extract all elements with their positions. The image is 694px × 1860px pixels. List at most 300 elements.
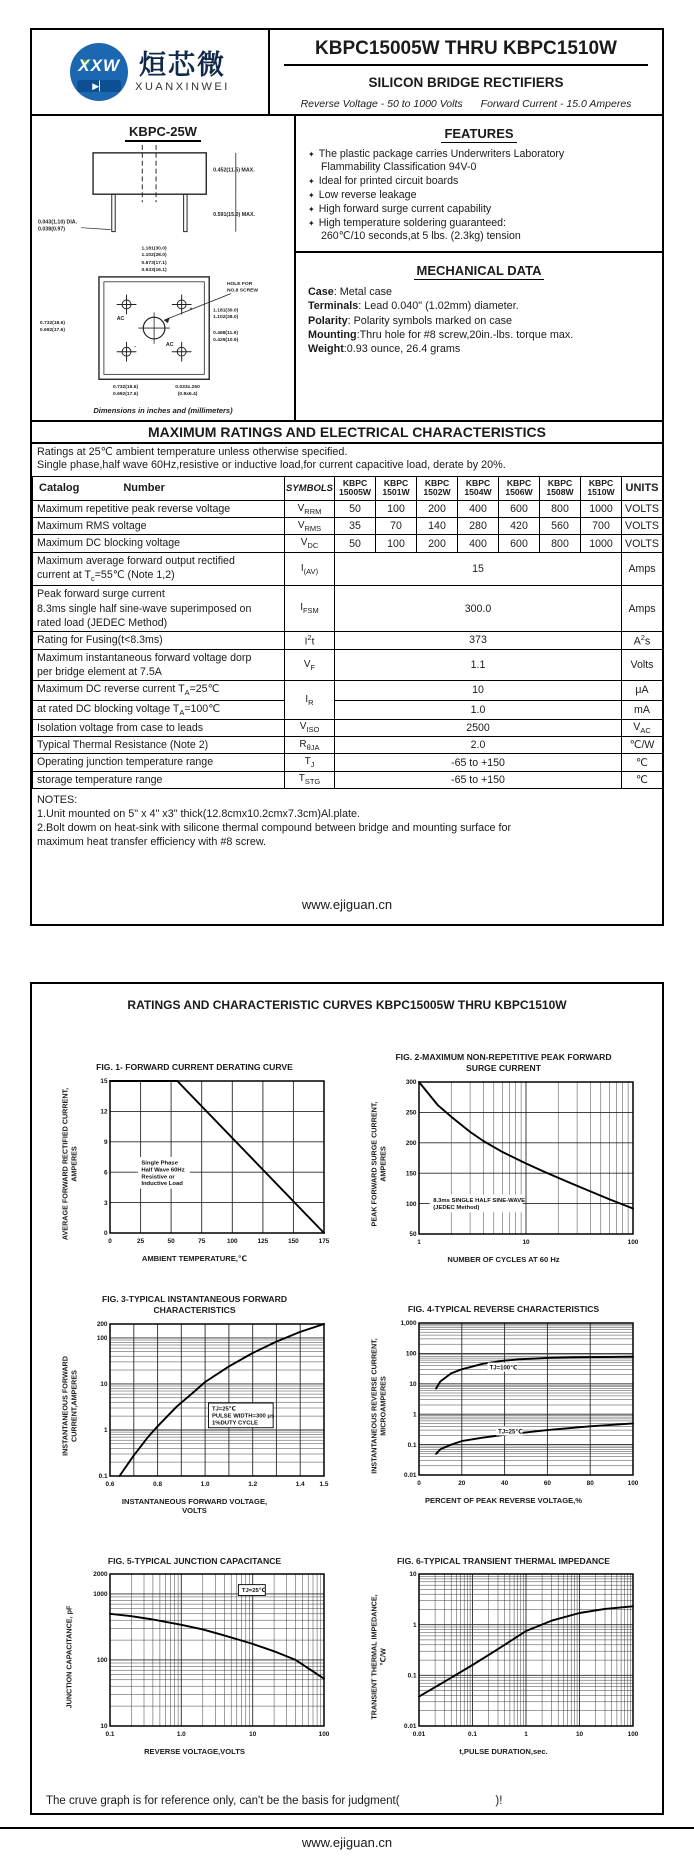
- text-el: 1: [416, 1238, 421, 1246]
- title-block: [270, 30, 662, 114]
- b-el: Polarity: [308, 314, 348, 327]
- logo-latin-name: XUANXINWEI: [135, 81, 230, 94]
- text-el: 0.452(11.5) MAX.: [213, 167, 255, 174]
- td-el: $V_{ISO}$: [285, 719, 335, 736]
- device-family: SILICON BRIDGE RECTIFIERS: [368, 75, 564, 90]
- rect-el: [93, 153, 206, 194]
- span-el: MECHANICAL DATA: [414, 263, 545, 280]
- figures-grid: [32, 1016, 662, 1765]
- sub-el: RMS: [304, 523, 322, 533]
- figure-6: [351, 1545, 656, 1756]
- mechanical-data-section: [296, 251, 662, 420]
- text-el: 0.1: [467, 1731, 477, 1739]
- td-el: 100: [376, 500, 417, 517]
- feature-item: ✦ Low reverse leakage: [308, 188, 417, 201]
- sub-el: FSM: [302, 606, 319, 616]
- ratings-conditions: [32, 444, 662, 476]
- sup-el: 2: [307, 633, 312, 643]
- figure-body: [60, 1569, 330, 1744]
- table-row: [33, 681, 663, 700]
- text-el: 10: [521, 1238, 530, 1246]
- text-el: 200: [96, 1320, 107, 1328]
- td-el: VOLTS: [622, 500, 663, 517]
- text-el: 15: [99, 1078, 107, 1086]
- td-el: VOLTS: [622, 535, 663, 552]
- td-el: SYMBOLS: [285, 476, 335, 500]
- td-el: $V_{AC}$: [622, 719, 663, 736]
- text-el: 100: [405, 1350, 416, 1358]
- text-el: 1: [103, 1426, 107, 1434]
- package-outline-drawing: [34, 141, 286, 399]
- note-line: 2.Bolt dowm on heat-sink with silicone thermal compound between bridge and mounting surface for: [37, 822, 512, 835]
- td-el: $R_{\theta JA}$: [285, 737, 335, 754]
- bullet-icon: ✦: [308, 150, 315, 159]
- text-el: TJ=25℃: [241, 1588, 266, 1595]
- table-row: [33, 700, 663, 719]
- text-el: 0.1: [407, 1672, 416, 1680]
- text-el: 0.1: [98, 1472, 107, 1480]
- td-el: 420: [499, 518, 540, 535]
- figure-canvas: [389, 1077, 639, 1252]
- text-el: AC: [165, 341, 174, 348]
- text-el: 0: [107, 1238, 112, 1246]
- package-and-info: [32, 116, 662, 422]
- table-row: [33, 754, 663, 771]
- text-el: 250: [405, 1109, 416, 1117]
- figure-canvas: [389, 1318, 639, 1493]
- td-el: KBPC 1510W: [581, 476, 622, 500]
- features-section: [296, 116, 662, 251]
- feature-item: ✦ High temperature soldering guaranteed: 260℃/10 seconds,at 5 lbs. (2.3kg) tension: [308, 216, 521, 242]
- td-el: 600: [499, 500, 540, 517]
- mechanical-list: [308, 285, 650, 355]
- text-el: 9: [103, 1139, 107, 1147]
- sub-el: θJA: [306, 742, 320, 752]
- text-el: 1,000: [400, 1320, 416, 1328]
- td-el: Amps: [622, 586, 663, 632]
- figure-ylabel-wrap: [60, 1321, 80, 1491]
- b-el: Mounting: [308, 328, 357, 341]
- td-el: Maximum RMS voltage: [33, 518, 285, 535]
- td-el: 2500: [335, 719, 622, 736]
- td-el: 1.0: [335, 700, 622, 719]
- text-el: 10: [248, 1731, 256, 1739]
- td-el: ℃: [622, 754, 663, 771]
- figure-ylabel-wrap: [369, 1321, 389, 1491]
- logo-band: [77, 80, 121, 92]
- table-row: [33, 535, 663, 552]
- td-el: ℃/W: [622, 737, 663, 754]
- text-el: 0.591(15.0) MAX.: [213, 211, 255, 218]
- text-el: 0.732(18.6): [112, 385, 139, 391]
- figure-title: FIG. 4-TYPICAL REVERSE CHARACTERISTICS: [407, 1304, 600, 1315]
- td-el: Maximum average forward output rectified current at $T_c=55℃$ (Note 1,2): [33, 552, 285, 586]
- td-el: KBPC 15005W: [335, 476, 376, 500]
- bullet-icon: ✦: [308, 204, 315, 214]
- table-header-row: [33, 476, 663, 500]
- text-el: 100: [96, 1657, 107, 1665]
- td-el: VOLTS: [622, 518, 663, 535]
- figure-plot: [80, 1319, 330, 1489]
- text-el: 1.2: [247, 1480, 257, 1488]
- td-el: 10: [335, 681, 622, 700]
- text-el: HOLE FOR: [226, 281, 253, 287]
- text-el: 6: [103, 1169, 107, 1177]
- td-el: Operating junction temperature range: [33, 754, 285, 771]
- text-el: 1.102(28.0): [213, 315, 239, 321]
- polyline-el: [119, 1324, 324, 1476]
- text-el: 20: [457, 1480, 465, 1488]
- text-el: 0.8: [152, 1480, 162, 1488]
- td-el: 200: [417, 535, 458, 552]
- td-el: Maximum DC reverse current $T_A=25℃$: [33, 681, 285, 700]
- rect-el: [184, 194, 187, 231]
- td-el: 560: [540, 518, 581, 535]
- td-el: 800: [540, 500, 581, 517]
- td-el: ℃: [622, 771, 663, 788]
- sub-el: c: [90, 574, 95, 584]
- figure-plot: [389, 1077, 639, 1247]
- figure-plot: [389, 1318, 639, 1488]
- td-el: $T_{STG}$: [285, 771, 335, 788]
- sub-el: J: [310, 760, 315, 770]
- td-el: μA: [622, 681, 663, 700]
- td-el: Maximum DC blocking voltage: [33, 535, 285, 552]
- notes-section: [32, 789, 662, 849]
- text-el: 1.5: [319, 1480, 328, 1488]
- mechanical-heading: [308, 263, 650, 278]
- figure-xlabel: t,PULSE DURATION,sec.: [459, 1747, 548, 1757]
- text-el: 50: [167, 1238, 175, 1246]
- td-el: -65 to +150: [335, 771, 622, 788]
- text-el: 100: [226, 1238, 238, 1246]
- sub-el: AC: [640, 725, 651, 735]
- logo-monogram: XXW: [78, 56, 121, 75]
- text-el: 10: [99, 1380, 107, 1388]
- bullet-icon: ✦: [308, 190, 315, 200]
- text-el: 60: [543, 1480, 551, 1488]
- figure-5: [42, 1545, 347, 1756]
- text-el: 1: [412, 1411, 416, 1419]
- figure-plot: [80, 1076, 330, 1246]
- td-el: $I_{(AV)}$: [285, 552, 335, 586]
- figure-xlabel: PERCENT OF PEAK REVERSE VOLTAGE,%: [424, 1496, 583, 1506]
- text-el: 100: [627, 1238, 638, 1246]
- td-el: 400: [458, 535, 499, 552]
- figure-canvas: [389, 1569, 639, 1744]
- sub-el: A: [184, 688, 190, 698]
- td-el: 700: [581, 518, 622, 535]
- text-el: 100: [627, 1731, 638, 1739]
- figure-xlabel: REVERSE VOLTAGE,VOLTS: [144, 1747, 245, 1757]
- logo-circle-icon: [70, 43, 128, 101]
- td-el: 50: [335, 535, 376, 552]
- td-el: 100: [376, 535, 417, 552]
- text-el: 100: [405, 1200, 416, 1208]
- text-el: 150: [287, 1238, 299, 1246]
- td-el: 200: [417, 500, 458, 517]
- text-el: 0.01: [403, 1723, 416, 1731]
- brand-logo: [32, 30, 270, 114]
- table-row: [33, 518, 663, 535]
- text-el: 1.0: [200, 1480, 210, 1488]
- drawing-caption: Dimensions in inches and (millimeters): [93, 406, 233, 415]
- sub-el: DC: [307, 541, 319, 551]
- text-el: 100: [627, 1480, 638, 1488]
- figure-canvas: [80, 1569, 330, 1744]
- td-el: 70: [376, 518, 417, 535]
- table-row: [33, 552, 663, 586]
- text-el: 50: [408, 1230, 416, 1238]
- text-el: 0.673(17.1): [141, 261, 167, 267]
- text-el: 1.181(30.0): [141, 246, 167, 252]
- website-url: www.ejiguan.cn: [301, 897, 393, 913]
- features-list: [308, 148, 650, 242]
- ratings-condition-line2: Single phase,half wave 60Hz,resistive or inductive load,for current capacitive load, derate by 20%.: [37, 459, 506, 472]
- feature-item: ✦ Ideal for printed circuit boards: [308, 174, 459, 187]
- ratings-table: [32, 476, 663, 789]
- ratings-subtitle: [270, 98, 662, 114]
- ratings-section-title: MAXIMUM RATINGS AND ELECTRICAL CHARACTERISTICS: [32, 422, 662, 444]
- curves-page-title: RATINGS AND CHARACTERISTIC CURVES KBPC15005W THRU KBPC1510W: [127, 998, 567, 1013]
- text-el: NO.8 SCREW: [226, 288, 259, 294]
- table-row: [33, 771, 663, 788]
- text-el: 0.01: [403, 1472, 416, 1480]
- text-el: (JEDEC Method): [432, 1204, 479, 1211]
- text-el: 10: [408, 1571, 416, 1579]
- figure-ylabel-wrap: [369, 1572, 389, 1742]
- text-el: 0.6: [105, 1480, 114, 1488]
- td-el: 300.0: [335, 586, 622, 632]
- note-line: 1.Unit mounted on 5" x 4" x3" thick(12.8cmx10.2cmx7.3cm)Al.plate.: [37, 808, 360, 820]
- figure-title: FIG. 3-TYPICAL INSTANTANEOUS FORWARD CHARACTERISTICS: [101, 1294, 288, 1315]
- td-el: 15: [335, 552, 622, 586]
- mechanical-row: Case: Metal case: [308, 286, 393, 299]
- text-el: 100: [96, 1334, 107, 1342]
- info-panel: [296, 116, 662, 420]
- sub-el: R: [308, 697, 314, 707]
- td-el: 600: [499, 535, 540, 552]
- rect-el: [112, 194, 115, 231]
- td-el: Isolation voltage from case to leads: [33, 719, 285, 736]
- figure-plot: [80, 1569, 330, 1739]
- curves-disclaimer: The cruve graph is for reference only, can't be the basis for judgment( )!: [46, 1794, 503, 1807]
- td-el: Peak forward surge current 8.3ms single half sine-wave superimposed on rated load (JEDEC Method): [33, 586, 285, 632]
- b-el: Weight: [308, 342, 344, 355]
- sub-el: STG: [304, 777, 321, 787]
- td-el: 1.1: [335, 649, 622, 681]
- notes-lines: [37, 807, 654, 849]
- td-el: $T_J$: [285, 754, 335, 771]
- package-drawing-panel: [32, 116, 296, 420]
- text-el: 10: [99, 1723, 107, 1731]
- mechanical-row: Polarity: Polarity symbols marked on case: [308, 314, 513, 327]
- td-el: -65 to +150: [335, 754, 622, 771]
- mechanical-row: Weight:0.93 ounce, 26.4 grams: [308, 342, 461, 355]
- mechanical-row: Terminals: Lead 0.040" (1.02mm) diameter.: [308, 300, 519, 313]
- td-el: 1000: [581, 535, 622, 552]
- text-el: 1: [412, 1622, 416, 1630]
- part-number-range: KBPC15005W THRU KBPC1510W: [284, 38, 648, 66]
- features-heading: [308, 126, 650, 141]
- td-el: $V_{RMS}$: [285, 518, 335, 535]
- mechanical-row: Mounting:Thru hole for #8 screw,20in.-lbs. torque max.: [308, 328, 574, 341]
- td-el: Amps: [622, 552, 663, 586]
- td-el: 1000: [581, 500, 622, 517]
- text-el: 0.429(10.9): [213, 337, 239, 343]
- text-el: 0.692(17.6): [112, 392, 139, 398]
- text-el: 1.0: [176, 1731, 186, 1739]
- b-el: Case: [308, 286, 334, 299]
- text-el: 1.102(28.0): [141, 253, 167, 259]
- figure-title: FIG. 6-TYPICAL TRANSIENT THERMAL IMPEDANCE: [396, 1555, 611, 1566]
- notes-title: NOTES:: [37, 793, 78, 806]
- figure-body: [60, 1076, 330, 1251]
- figure-ylabel: INSTANTANEOUS FORWARD CURRENT,AMPERES: [59, 1356, 78, 1456]
- text-el: 0.468(11.9): [213, 330, 238, 336]
- text-el: AC: [116, 316, 125, 323]
- td-el: 35: [335, 518, 376, 535]
- td-el: $A^2s$: [622, 632, 663, 650]
- td-el: UNITS: [622, 476, 663, 500]
- figure-title: FIG. 2-MAXIMUM NON-REPETITIVE PEAK FORWARD SURGE CURRENT: [395, 1052, 612, 1073]
- note-line: maximum heat transfer efficiency with #8 screw.: [37, 836, 267, 849]
- text-el: Single Phase: [140, 1160, 178, 1167]
- reverse-voltage-range: Reverse Voltage - 50 to 1000 Volts: [300, 98, 463, 110]
- bullet-icon: ✦: [308, 218, 315, 228]
- td-el: $V_{RRM}$: [285, 500, 335, 517]
- td-el: $I_R$: [285, 681, 335, 719]
- polygon-el: [164, 317, 170, 323]
- text-el: 0.038(0.97): [37, 226, 66, 233]
- table-row: [33, 632, 663, 650]
- text-el: 25: [136, 1238, 144, 1246]
- text-el: 1.4: [295, 1480, 305, 1488]
- figure-2: [351, 1052, 656, 1264]
- text-el: 125: [257, 1238, 268, 1246]
- text-el: TJ=25℃: [211, 1406, 236, 1413]
- figure-body: [60, 1319, 330, 1494]
- div-el: [37, 481, 280, 496]
- text-el: 300: [405, 1078, 416, 1086]
- sub-el: A: [179, 707, 185, 717]
- text-el: 75: [197, 1238, 205, 1246]
- text-el: 1000: [92, 1591, 107, 1599]
- figure-canvas: [80, 1076, 330, 1251]
- figure-ylabel: TRANSIENT THERMAL IMPEDANCE, ℃/W: [368, 1594, 387, 1720]
- figure-ylabel-wrap: [369, 1079, 389, 1249]
- header: [32, 30, 662, 116]
- td-el: 800: [540, 535, 581, 552]
- td-el: Typical Thermal Resistance (Note 2): [33, 737, 285, 754]
- sub-el: ISO: [306, 725, 320, 735]
- sub-el: F: [310, 662, 316, 672]
- td-el: 140: [417, 518, 458, 535]
- td-el: mA: [622, 700, 663, 719]
- td-el: 50: [335, 500, 376, 517]
- text-el: 40: [500, 1480, 508, 1488]
- figure-title: FIG. 1- FORWARD CURRENT DERATING CURVE: [96, 1062, 293, 1073]
- td-el: 373: [335, 632, 622, 650]
- text-el: 0: [103, 1230, 107, 1238]
- text-el: 0.043(1.10) DIA.: [37, 219, 78, 226]
- figure-body: [369, 1077, 639, 1252]
- text-el: 200: [405, 1139, 416, 1147]
- text-el: 100: [318, 1731, 329, 1739]
- td-el: at rated DC blocking voltage $T_A=100℃$: [33, 700, 285, 719]
- text-el: 12: [99, 1108, 107, 1116]
- td-el: 2.0: [335, 737, 622, 754]
- figure-ylabel: JUNCTION CAPACITANCE, pF: [64, 1605, 74, 1709]
- rect-el: [110, 1324, 324, 1476]
- text-el: 175: [318, 1238, 329, 1246]
- span-el: KBPC-25W: [125, 124, 201, 142]
- figure-canvas: [80, 1319, 330, 1494]
- td-el: $V_F$: [285, 649, 335, 681]
- text-el: TJ=100℃: [489, 1365, 517, 1372]
- text-el: 10: [575, 1731, 583, 1739]
- text-el: 1.181(30.0): [213, 308, 239, 314]
- figure-ylabel-wrap: [60, 1079, 80, 1249]
- figure-ylabel-wrap: [60, 1572, 80, 1742]
- forward-current-rating: Forward Current - 15.0 Amperes: [480, 98, 632, 110]
- text-el: 1: [523, 1731, 528, 1739]
- b-el: Terminals: [308, 300, 359, 313]
- tbody-el: [33, 476, 663, 788]
- span-el: Number: [123, 482, 165, 494]
- text-el: 0.692(17.6): [39, 328, 66, 334]
- text-el: Resistive or: [140, 1174, 175, 1181]
- td-el: Maximum instantaneous forward voltage dorp per bridge element at 7.5A: [33, 649, 285, 681]
- bottom-rule: [0, 1827, 694, 1829]
- td-el: Volts: [622, 649, 663, 681]
- td-el: storage temperature range: [33, 771, 285, 788]
- polyline-el: [110, 1614, 324, 1679]
- rect-el: [419, 1323, 633, 1475]
- website-url-footer: www.ejiguan.cn: [301, 1834, 393, 1850]
- ratings-condition-line1: Ratings at 25℃ ambient temperature unless otherwise specified.: [37, 446, 348, 458]
- figure-xlabel: AMBIENT TEMPERATURE,℃: [141, 1254, 248, 1264]
- td-el: Rating for Fusing(t<8.3ms): [33, 632, 285, 650]
- text-el: 8.3ms SINGLE HALF SINE-WAVE: [432, 1197, 525, 1204]
- text-el: 0: [416, 1480, 421, 1488]
- figure-ylabel: INSTANTANEOUS REVERSE CURRENT, MICROAMPERES: [368, 1337, 387, 1474]
- td-el: KBPC 1506W: [499, 476, 540, 500]
- feature-item: ✦ High forward surge current capability: [308, 202, 492, 215]
- sup-el: 2: [640, 633, 645, 643]
- td-el: $I^2t$: [285, 632, 335, 650]
- td-el: KBPC 1504W: [458, 476, 499, 500]
- line-el: [81, 228, 111, 230]
- td-el: [33, 476, 285, 500]
- text-el: TJ=25℃: [497, 1429, 523, 1436]
- text-el: 3: [103, 1199, 107, 1207]
- sub-el: RRM: [304, 506, 322, 516]
- feature-item: ✦ The plastic package carries Underwriters Laboratory Flammability Classification 94V-0: [308, 148, 565, 173]
- td-el: KBPC 1508W: [540, 476, 581, 500]
- td-el: $V_{DC}$: [285, 535, 335, 552]
- text-el: 1%DUTY CYCLE: [211, 1419, 258, 1426]
- td-el: KBPC 1502W: [417, 476, 458, 500]
- span-el: Catalog: [39, 482, 80, 494]
- datasheet-page-1: [30, 28, 664, 926]
- td-el: 400: [458, 500, 499, 517]
- figure-1: [42, 1052, 347, 1264]
- figure-ylabel: AVERAGE FORWARD RECTIFIED CURRENT, AMPERES: [59, 1087, 78, 1240]
- text-el: PULSE WIDTH=300 μs: [211, 1412, 274, 1419]
- td-el: $I_{FSM}$: [285, 586, 335, 632]
- figure-body: [369, 1569, 639, 1744]
